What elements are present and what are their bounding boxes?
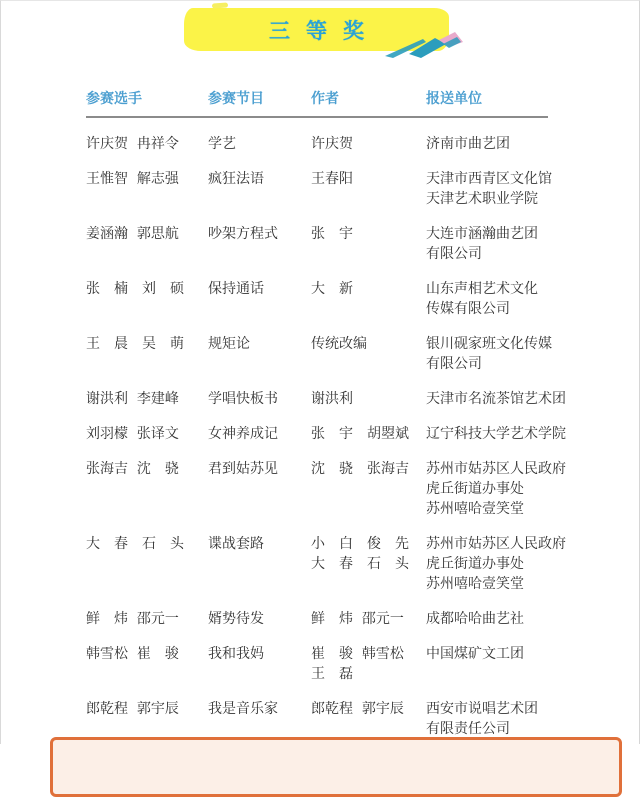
org-cell [426, 334, 586, 374]
table-row [86, 389, 591, 409]
performers-text: 鲜 炜 邵元一 [86, 611, 179, 627]
org-cell [426, 169, 586, 209]
program-text: 疯狂法语 [208, 171, 264, 187]
org-cell [426, 609, 586, 629]
author-line: 张 宇 胡曌斌 [311, 426, 409, 442]
org-line: 苏州嘻哈壹笑堂 [426, 576, 524, 592]
performers-text: 大 春 石 头 [86, 536, 184, 552]
org-line: 天津市名流茶馆艺术团 [426, 391, 566, 407]
author-line: 郎乾程 郭宇辰 [311, 701, 404, 717]
author-line: 王春阳 [311, 171, 353, 187]
program-text: 保持通话 [208, 281, 264, 297]
author-line: 许庆贺 [311, 136, 353, 152]
program-text: 学艺 [208, 136, 236, 152]
table-row [86, 224, 591, 264]
authors-cell [311, 334, 426, 354]
org-line: 天津艺术职业学院 [426, 191, 538, 207]
program-cell [208, 534, 311, 554]
author-line: 传统改编 [311, 336, 367, 352]
author-line: 谢洪利 [311, 391, 353, 407]
program-cell [208, 644, 311, 664]
performers-text: 郎乾程 郭宇辰 [86, 701, 179, 717]
prize-banner [184, 8, 449, 51]
org-line: 西安市说唱艺术团 [426, 701, 538, 717]
table-row [86, 699, 591, 739]
performers-cell [86, 334, 208, 354]
org-line: 苏州嘻哈壹笑堂 [426, 501, 524, 517]
table-row [86, 424, 591, 444]
program-cell [208, 609, 311, 629]
org-line: 辽宁科技大学艺术学院 [426, 426, 566, 442]
org-line: 中国煤矿文工团 [426, 646, 524, 662]
performers-cell [86, 459, 208, 479]
author-line: 大 春 石 头 [311, 556, 409, 572]
program-text: 女神养成记 [208, 426, 278, 442]
authors-cell [311, 459, 426, 479]
org-line: 有限责任公司 [426, 721, 510, 737]
header-org: 报送单位 [426, 91, 482, 107]
org-line: 苏州市姑苏区人民政府 [426, 461, 566, 477]
program-text: 谍战套路 [208, 536, 264, 552]
org-cell [426, 459, 586, 519]
table-row [86, 534, 591, 594]
performers-cell [86, 609, 208, 629]
author-line: 张 宇 [311, 226, 353, 242]
org-cell [426, 424, 586, 444]
header-authors: 作者 [311, 91, 339, 107]
performers-cell [86, 534, 208, 554]
performers-text: 谢洪利 李建峰 [86, 391, 179, 407]
org-cell [426, 644, 586, 664]
authors-cell [311, 609, 426, 629]
table-row [86, 169, 591, 209]
program-text: 君到姑苏见 [208, 461, 278, 477]
org-line: 有限公司 [426, 356, 482, 372]
program-cell [208, 279, 311, 299]
program-cell [208, 389, 311, 409]
authors-cell [311, 389, 426, 409]
org-line: 大连市涵瀚曲艺团 [426, 226, 538, 242]
winners-table [86, 89, 591, 754]
org-line: 成都哈哈曲艺社 [426, 611, 524, 627]
author-line: 大 新 [311, 281, 353, 297]
performers-cell [86, 644, 208, 664]
authors-cell [311, 279, 426, 299]
authors-cell [311, 644, 426, 684]
program-cell [208, 334, 311, 354]
org-cell [426, 389, 586, 409]
org-line: 济南市曲艺团 [426, 136, 510, 152]
program-cell [208, 224, 311, 244]
program-text: 婿势待发 [208, 611, 264, 627]
performers-text: 姜涵瀚 郭思航 [86, 226, 179, 242]
program-cell [208, 169, 311, 189]
author-line: 鲜 炜 邵元一 [311, 611, 404, 627]
org-line: 银川砚家班文化传媒 [426, 336, 552, 352]
program-cell [208, 459, 311, 479]
author-line: 沈 骁 张海吉 [311, 461, 409, 477]
program-cell [208, 424, 311, 444]
authors-cell [311, 699, 426, 719]
program-text: 我是音乐家 [208, 701, 278, 717]
performers-cell [86, 224, 208, 244]
program-text: 规矩论 [208, 336, 250, 352]
performers-cell [86, 699, 208, 719]
table-row [86, 134, 591, 154]
authors-cell [311, 134, 426, 154]
brush-stroke-icon [383, 30, 467, 62]
table-body [86, 134, 591, 739]
next-section-box [50, 737, 622, 797]
org-cell [426, 699, 586, 739]
performers-cell [86, 424, 208, 444]
org-line: 山东声相艺术文化 [426, 281, 538, 297]
org-cell [426, 534, 586, 594]
performers-cell [86, 134, 208, 154]
author-line: 王 磊 [311, 666, 353, 682]
authors-cell [311, 534, 426, 574]
header-program: 参赛节目 [208, 91, 264, 107]
performers-text: 许庆贺 冉祥令 [86, 136, 179, 152]
author-line: 崔 骏 韩雪松 [311, 646, 404, 662]
program-text: 学唱快板书 [208, 391, 278, 407]
performers-text: 刘羽檬 张译文 [86, 426, 179, 442]
table-row [86, 279, 591, 319]
author-line: 小 白 俊 先 [311, 536, 409, 552]
org-line: 天津市西青区文化馆 [426, 171, 552, 187]
org-cell [426, 279, 586, 319]
org-cell [426, 134, 586, 154]
table-row [86, 644, 591, 684]
performers-cell [86, 169, 208, 189]
org-line: 传媒有限公司 [426, 301, 510, 317]
table-row [86, 459, 591, 519]
authors-cell [311, 424, 426, 444]
org-line: 苏州市姑苏区人民政府 [426, 536, 566, 552]
program-text: 我和我妈 [208, 646, 264, 662]
org-cell [426, 224, 586, 264]
authors-cell [311, 224, 426, 244]
org-line: 虎丘街道办事处 [426, 556, 524, 572]
performers-cell [86, 279, 208, 299]
performers-text: 王惟智 解志强 [86, 171, 179, 187]
authors-cell [311, 169, 426, 189]
prize-title: 三等奖 [269, 18, 380, 43]
performers-text: 张 楠 刘 硕 [86, 281, 184, 297]
header-performers: 参赛选手 [86, 91, 142, 107]
org-line: 虎丘街道办事处 [426, 481, 524, 497]
program-cell [208, 699, 311, 719]
program-text: 吵架方程式 [208, 226, 278, 242]
org-line: 有限公司 [426, 246, 482, 262]
table-header-row [86, 89, 548, 118]
performers-text: 张海吉 沈 骁 [86, 461, 179, 477]
performers-cell [86, 389, 208, 409]
program-cell [208, 134, 311, 154]
performers-text: 王 晨 吴 萌 [86, 336, 184, 352]
table-row [86, 334, 591, 374]
performers-text: 韩雪松 崔 骏 [86, 646, 179, 662]
table-row [86, 609, 591, 629]
